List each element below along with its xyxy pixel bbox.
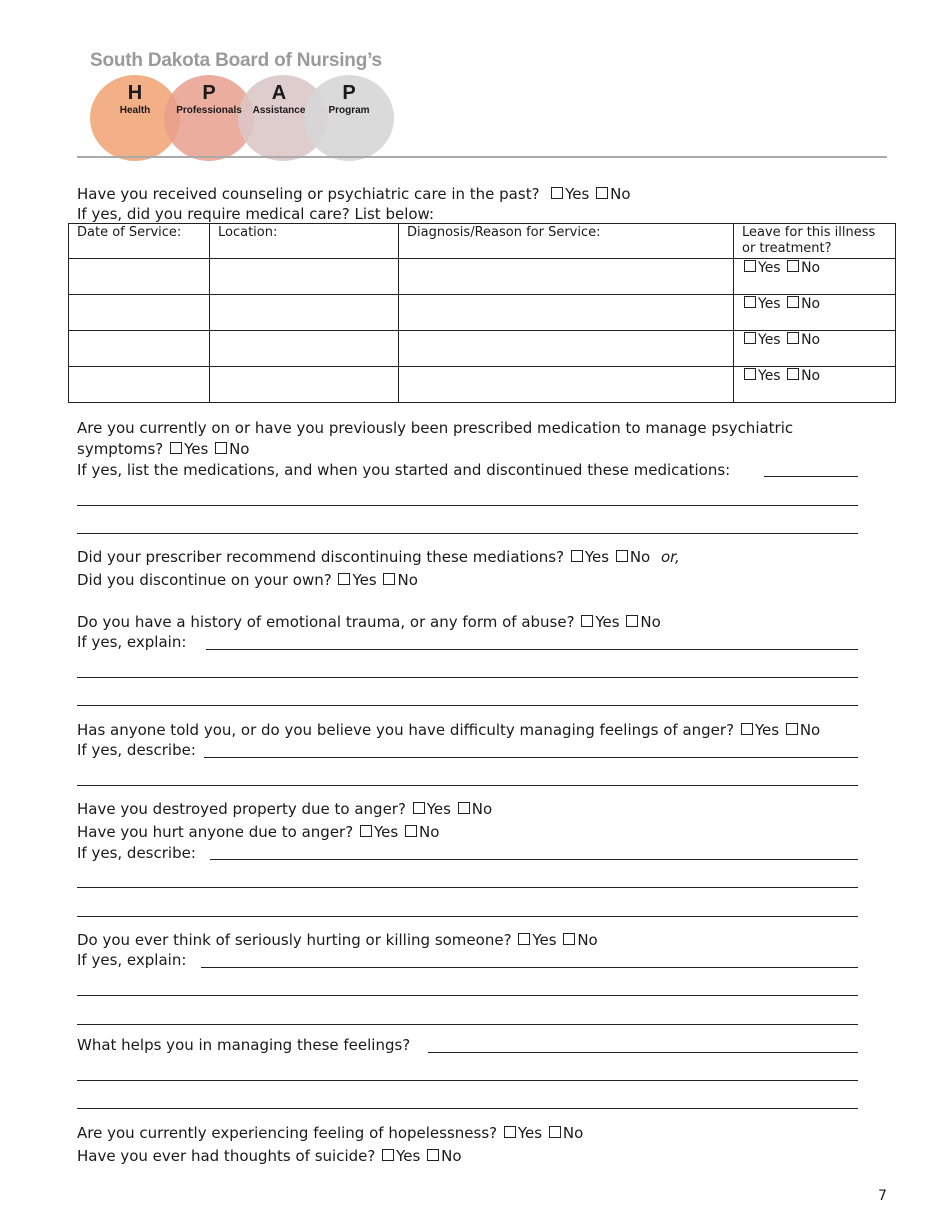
answer-line[interactable]	[77, 505, 858, 506]
yes-checkbox[interactable]	[518, 933, 530, 945]
no-checkbox[interactable]	[616, 550, 628, 562]
yes-checkbox[interactable]	[338, 573, 350, 585]
answer-line[interactable]	[428, 1052, 858, 1053]
describe-label: If yes, describe:	[77, 844, 196, 862]
logo-letter: H	[127, 82, 143, 104]
yes-checkbox[interactable]	[744, 296, 756, 308]
question-coping: What helps you in managing these feelings?	[77, 1036, 411, 1054]
answer-line[interactable]	[204, 757, 858, 758]
yes-checkbox[interactable]	[741, 723, 753, 735]
header-diagnosis: Diagnosis/Reason for Service:	[399, 224, 734, 259]
yes-checkbox[interactable]	[360, 825, 372, 837]
hpap-logo	[88, 50, 408, 142]
no-checkbox[interactable]	[787, 332, 799, 344]
header-leave: Leave for this illness or treatment?	[734, 224, 896, 259]
question-trauma: Do you have a history of emotional trauma, or any form of abuse? Yes No	[77, 613, 661, 631]
table-row	[69, 295, 896, 331]
answer-line[interactable]	[210, 859, 858, 860]
yes-checkbox[interactable]	[413, 802, 425, 814]
logo-word: Assistance	[252, 105, 306, 116]
question-counseling: Have you received counseling or psychiatric care in the past? Yes No	[77, 185, 631, 203]
answer-line[interactable]	[77, 916, 858, 917]
table-row	[69, 259, 896, 295]
yes-checkbox[interactable]	[744, 332, 756, 344]
answer-line[interactable]	[77, 995, 858, 996]
no-checkbox[interactable]	[427, 1149, 439, 1161]
date-cell[interactable]	[69, 259, 210, 295]
date-cell[interactable]	[69, 367, 210, 403]
diagnosis-cell[interactable]	[399, 331, 734, 367]
logo-word: Program	[328, 105, 370, 116]
answer-line[interactable]	[201, 967, 858, 968]
no-checkbox[interactable]	[215, 442, 227, 454]
location-cell[interactable]	[210, 295, 399, 331]
answer-line[interactable]	[77, 785, 858, 786]
answer-line[interactable]	[77, 1024, 858, 1025]
yes-checkbox[interactable]	[551, 187, 563, 199]
no-checkbox[interactable]	[383, 573, 395, 585]
answer-line[interactable]	[206, 649, 858, 650]
yes-checkbox[interactable]	[170, 442, 182, 454]
question-medication: Are you currently on or have you previously been prescribed medication to manage psychiatric	[77, 419, 794, 437]
logo-letter: A	[271, 82, 287, 104]
explain-label: If yes, explain:	[77, 633, 187, 651]
question-property: Have you destroyed property due to anger? Yes No	[77, 800, 493, 818]
logo-word: Professionals	[176, 105, 242, 116]
no-checkbox[interactable]	[787, 260, 799, 272]
question-anger: Has anyone told you, or do you believe you have difficulty managing feelings of anger? Yes No	[77, 721, 821, 739]
no-checkbox[interactable]	[787, 296, 799, 308]
header-divider	[77, 156, 887, 158]
header-date: Date of Service:	[69, 224, 210, 259]
no-checkbox[interactable]	[626, 615, 638, 627]
table-row	[69, 331, 896, 367]
leave-cell: Yes No	[734, 331, 896, 367]
answer-line[interactable]	[77, 705, 858, 706]
leave-cell: Yes No	[734, 367, 896, 403]
page-number: 7	[878, 1188, 887, 1204]
no-checkbox[interactable]	[787, 368, 799, 380]
question-harm-others: Do you ever think of seriously hurting or killing someone? Yes No	[77, 931, 598, 949]
counseling-follow-up: If yes, did you require medical care? List below:	[77, 205, 435, 223]
answer-line[interactable]	[764, 476, 858, 477]
question-hopelessness: Are you currently experiencing feeling of hopelessness? Yes No	[77, 1124, 584, 1142]
no-checkbox[interactable]	[405, 825, 417, 837]
yes-checkbox[interactable]	[382, 1149, 394, 1161]
yes-checkbox[interactable]	[581, 615, 593, 627]
yes-checkbox[interactable]	[744, 260, 756, 272]
no-checkbox[interactable]	[563, 933, 575, 945]
question-discontinue-own: Did you discontinue on your own? Yes No	[77, 571, 418, 589]
answer-line[interactable]	[77, 887, 858, 888]
logo-word: Health	[119, 105, 151, 116]
no-checkbox[interactable]	[596, 187, 608, 199]
yes-checkbox[interactable]	[744, 368, 756, 380]
leave-cell: Yes No	[734, 259, 896, 295]
table-row	[69, 367, 896, 403]
service-table	[68, 223, 896, 403]
answer-line[interactable]	[77, 533, 858, 534]
no-checkbox[interactable]	[458, 802, 470, 814]
diagnosis-cell[interactable]	[399, 295, 734, 331]
location-cell[interactable]	[210, 259, 399, 295]
question-prescriber: Did your prescriber recommend discontinuing these mediations? Yes No or,	[77, 548, 680, 566]
diagnosis-cell[interactable]	[399, 367, 734, 403]
diagnosis-cell[interactable]	[399, 259, 734, 295]
logo-letter: P	[342, 82, 356, 104]
explain-label: If yes, explain:	[77, 951, 187, 969]
answer-line[interactable]	[77, 1108, 858, 1109]
yes-checkbox[interactable]	[571, 550, 583, 562]
describe-label: If yes, describe:	[77, 741, 196, 759]
location-cell[interactable]	[210, 367, 399, 403]
question-medication-cont: symptoms? Yes No	[77, 440, 250, 458]
location-cell[interactable]	[210, 331, 399, 367]
no-checkbox[interactable]	[549, 1126, 561, 1138]
answer-line[interactable]	[77, 677, 858, 678]
yes-checkbox[interactable]	[504, 1126, 516, 1138]
date-cell[interactable]	[69, 295, 210, 331]
no-checkbox[interactable]	[786, 723, 798, 735]
header-location: Location:	[210, 224, 399, 259]
question-hurt: Have you hurt anyone due to anger? Yes No	[77, 823, 440, 841]
logo-letter: P	[202, 82, 216, 104]
table-header-row	[69, 224, 896, 259]
leave-cell: Yes No	[734, 295, 896, 331]
answer-line[interactable]	[77, 1080, 858, 1081]
medication-list-label: If yes, list the medications, and when you started and discontinued these medications:	[77, 461, 731, 479]
logo-title: South Dakota Board of Nursing’s	[90, 50, 382, 71]
question-suicide: Have you ever had thoughts of suicide? Yes No	[77, 1147, 462, 1165]
date-cell[interactable]	[69, 331, 210, 367]
